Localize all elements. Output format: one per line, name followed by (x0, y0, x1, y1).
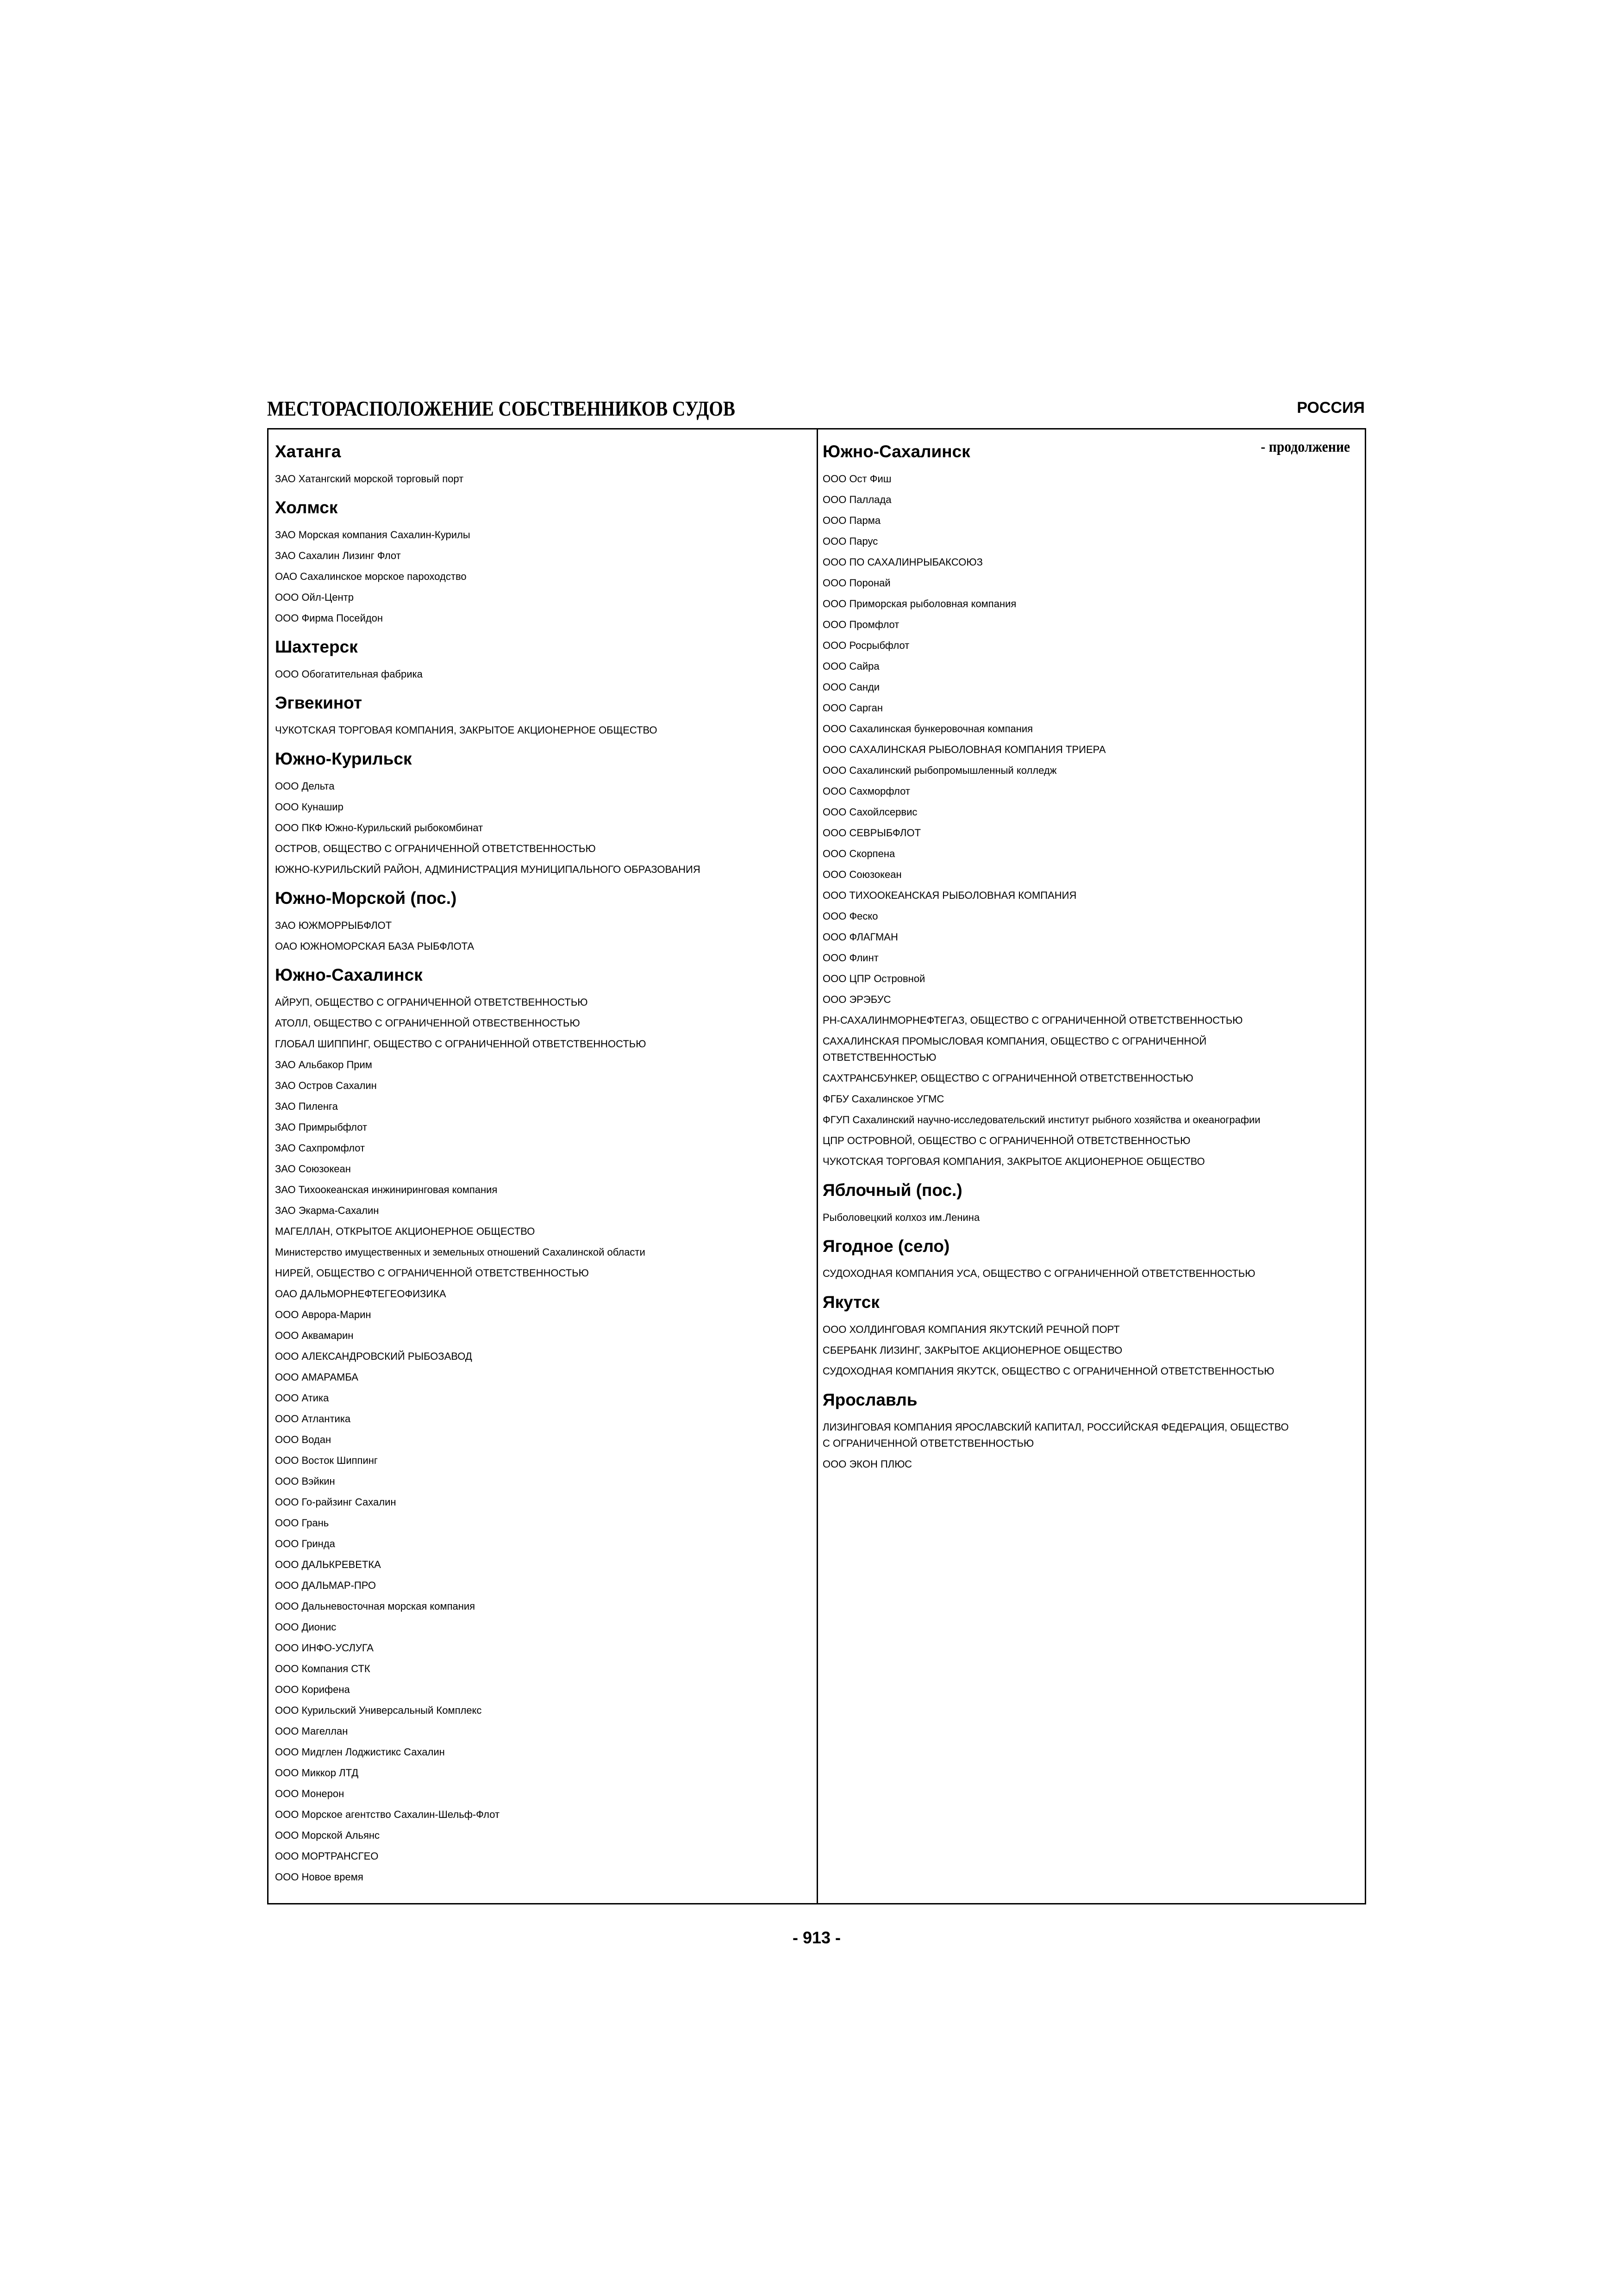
owner-entry: ЗАО Альбакор Прим (275, 1059, 372, 1070)
owner-entry: ООО Обогатительная фабрика (275, 668, 423, 680)
owner-entry: ООО Го-райзинг Сахалин (275, 1496, 396, 1508)
owner-entry: ООО Мидглен Лоджистикс Сахалин (275, 1746, 445, 1758)
city-heading: Яблочный (пос.) (823, 1181, 962, 1200)
owner-entry: ООО Союзокеан (823, 869, 902, 880)
city-heading: Южно-Сахалинск (823, 442, 970, 461)
owner-entry: ЗАО Остров Сахалин (275, 1080, 377, 1091)
owner-entry: ООО ФЛАГМАН (823, 931, 898, 943)
owner-entry: ООО Поронай (823, 577, 891, 589)
owner-entry: ФГУП Сахалинский научно-исследовательский институт рыбного хозяйства и океанографии (823, 1114, 1261, 1126)
continued-label: - продолжение (1261, 439, 1350, 455)
owner-entry: ООО Грань (275, 1517, 329, 1529)
owner-entry: ООО Монерон (275, 1788, 344, 1799)
owner-entry: ООО Атлантика (275, 1413, 351, 1425)
owner-entry: ООО ЭКОН ПЛЮС (823, 1458, 912, 1470)
city-heading: Хатанга (275, 442, 341, 461)
owner-entry: ООО Аквамарин (275, 1330, 354, 1341)
owner-entry: ООО ЭРЭБУС (823, 994, 891, 1005)
owner-entry: ООО Дельта (275, 780, 335, 792)
owner-entry: ОСТРОВ, ОБЩЕСТВО С ОГРАНИЧЕННОЙ ОТВЕТСТВЕННОСТЬЮ (275, 843, 596, 854)
owner-entry: СУДОХОДНАЯ КОМПАНИЯ УСА, ОБЩЕСТВО С ОГРАНИЧЕННОЙ ОТВЕТСТВЕННОСТЬЮ (823, 1268, 1255, 1279)
city-heading: Южно-Сахалинск (275, 965, 423, 984)
owner-entry: ООО Магеллан (275, 1725, 348, 1737)
city-heading: Ярославль (823, 1390, 918, 1409)
owner-entry: ЦПР ОСТРОВНОЙ, ОБЩЕСТВО С ОГРАНИЧЕННОЙ ОТВЕТСТВЕННОСТЬЮ (823, 1135, 1191, 1146)
owner-entry: АТОЛЛ, ОБЩЕСТВО С ОГРАНИЧЕННОЙ ОТВЕСТВЕННОСТЬЮ (275, 1017, 580, 1029)
owner-entry: ООО ПО САХАЛИНРЫБАКСОЮЗ (823, 556, 983, 568)
owner-entry: Министерство имущественных и земельных отношений Сахалинской области (275, 1246, 645, 1258)
owner-entry: ЗАО Морская компания Сахалин-Курилы (275, 529, 470, 541)
owner-entry: ООО Компания СТК (275, 1663, 370, 1674)
owner-entry: ООО ЦПР Островной (823, 973, 925, 984)
owner-entry: ЗАО Сахпромфлот (275, 1142, 365, 1154)
owner-entry: ЗАО Примрыбфлот (275, 1121, 368, 1133)
owner-entry: ООО Ост Фиш (823, 473, 892, 485)
owner-entry: ООО Скорпена (823, 848, 895, 859)
owner-entry: ООО Гринда (275, 1538, 335, 1549)
owner-entry: ООО ДАЛЬМАР-ПРО (275, 1580, 376, 1591)
owner-entry: ООО Феско (823, 910, 878, 922)
owner-entry: ОАО ЮЖНОМОРСКАЯ БАЗА РЫБФЛОТА (275, 940, 475, 952)
owner-entry: ЗАО Хатангский морской торговый порт (275, 473, 464, 485)
owner-entry: ООО Миккор ЛТД (275, 1767, 359, 1779)
owner-entry: ООО Восток Шиппинг (275, 1455, 378, 1466)
city-heading: Якутск (823, 1293, 880, 1312)
owner-entry: ООО Сарган (823, 702, 883, 714)
owner-entry: ООО Сахалинский рыбопромышленный колледж (823, 765, 1057, 776)
owner-entry: ГЛОБАЛ ШИППИНГ, ОБЩЕСТВО С ОГРАНИЧЕННОЙ ОТВЕТСТВЕННОСТЬЮ (275, 1038, 646, 1050)
owner-entry: ООО СЕВРЫБФЛОТ (823, 827, 921, 839)
owner-entry: ООО МОРТРАНСГЕО (275, 1850, 379, 1862)
owner-entry: ООО Курильский Универсальный Комплекс (275, 1705, 482, 1716)
owner-entry: ЮЖНО-КУРИЛЬСКИЙ РАЙОН, АДМИНИСТРАЦИЯ МУНИЦИПАЛЬНОГО ОБРАЗОВАНИЯ (275, 864, 700, 875)
owner-entry: МАГЕЛЛАН, ОТКРЫТОЕ АКЦИОНЕРНОЕ ОБЩЕСТВО (275, 1226, 535, 1237)
owner-entry: СУДОХОДНАЯ КОМПАНИЯ ЯКУТСК, ОБЩЕСТВО С ОГРАНИЧЕННОЙ ОТВЕТСТВЕННОСТЬЮ (823, 1365, 1274, 1377)
owner-entry: ООО ДАЛЬКРЕВЕТКА (275, 1559, 381, 1570)
owner-entry: ООО Паллада (823, 494, 892, 505)
country-label: РОССИЯ (1297, 399, 1365, 417)
owner-entry: ООО Парус (823, 535, 878, 547)
left-column (269, 429, 818, 1903)
owner-entry: ЗАО Союзокеан (275, 1163, 351, 1175)
owner-entry: СБЕРБАНК ЛИЗИНГ, ЗАКРЫТОЕ АКЦИОНЕРНОЕ ОБЩЕСТВО (823, 1344, 1123, 1356)
owner-entry: ООО Промфлот (823, 619, 899, 630)
owner-entry: ФГБУ Сахалинское УГМС (823, 1093, 944, 1105)
page-title: МЕСТОРАСПОЛОЖЕНИЕ СОБСТВЕННИКОВ СУДОВ (267, 397, 735, 420)
city-heading: Холмск (275, 498, 338, 517)
city-heading: Южно-Морской (пос.) (275, 889, 457, 908)
owner-entry: ЗАО Тихоокеанская инжиниринговая компания (275, 1184, 498, 1195)
owner-entry: САХТРАНСБУНКЕР, ОБЩЕСТВО С ОГРАНИЧЕННОЙ ОТВЕТСТВЕННОСТЬЮ (823, 1072, 1193, 1084)
owner-entry: ООО АМАРАМБА (275, 1371, 358, 1383)
owner-entry: ООО Дионис (275, 1621, 337, 1633)
owner-entry: ООО Росрыбфлот (823, 640, 910, 651)
owner-entry: ООО ХОЛДИНГОВАЯ КОМПАНИЯ ЯКУТСКИЙ РЕЧНОЙ ПОРТ (823, 1324, 1120, 1335)
owner-entry: АЙРУП, ОБЩЕСТВО С ОГРАНИЧЕННОЙ ОТВЕТСТВЕННОСТЬЮ (275, 996, 588, 1008)
owner-entry: ЛИЗИНГОВАЯ КОМПАНИЯ ЯРОСЛАВСКИЙ КАПИТАЛ, РОССИЙСКАЯ ФЕДЕРАЦИЯ, ОБЩЕСТВО С ОГРАНИЧЕННОЙ ОТВЕТСТВЕННОСТЬЮ (823, 1421, 1289, 1449)
owner-entry: Рыболовецкий колхоз им.Ленина (823, 1212, 980, 1223)
city-heading: Южно-Курильск (275, 749, 412, 768)
owner-entry: ООО Атика (275, 1392, 329, 1404)
owner-entry: ООО Морское агентство Сахалин-Шельф-Флот (275, 1809, 500, 1820)
owner-entry: ООО Приморская рыболовная компания (823, 598, 1017, 610)
owner-entry: ООО АЛЕКСАНДРОВСКИЙ РЫБОЗАВОД (275, 1350, 472, 1362)
owner-entry: ЗАО ЮЖМОРРЫБФЛОТ (275, 920, 392, 931)
owner-entry: ООО Сахалинская бункеровочная компания (823, 723, 1033, 734)
city-heading: Эгвекинот (275, 693, 362, 712)
owner-entry: ООО ИНФО-УСЛУГА (275, 1642, 374, 1654)
city-heading: Ягодное (село) (823, 1237, 950, 1256)
owner-entry: ООО Сайра (823, 660, 880, 672)
owner-entry: ООО Дальневосточная морская компания (275, 1600, 475, 1612)
owner-entry: ЗАО Экарма-Сахалин (275, 1205, 379, 1216)
owner-entry: ООО Ойл-Центр (275, 591, 354, 603)
owner-entry: ООО Сахойлсервис (823, 806, 918, 818)
owner-entry: ООО САХАЛИНСКАЯ РЫБОЛОВНАЯ КОМПАНИЯ ТРИЕРА (823, 744, 1106, 755)
owner-entry: ООО Новое время (275, 1871, 363, 1883)
owner-entry: ООО Сахморфлот (823, 785, 910, 797)
owner-entry: ООО Фирма Посейдон (275, 612, 383, 624)
owner-entry: ООО Аврора-Марин (275, 1309, 371, 1320)
owner-entry: ООО Водан (275, 1434, 331, 1445)
owner-entry: ООО Вэйкин (275, 1475, 335, 1487)
owner-entry: САХАЛИНСКАЯ ПРОМЫСЛОВАЯ КОМПАНИЯ, ОБЩЕСТВО С ОГРАНИЧЕННОЙ ОТВЕТСТВЕННОСТЬЮ (823, 1035, 1207, 1063)
listing-frame (267, 428, 1366, 1904)
owner-entry: ЧУКОТСКАЯ ТОРГОВАЯ КОМПАНИЯ, ЗАКРЫТОЕ АКЦИОНЕРНОЕ ОБЩЕСТВО (823, 1156, 1205, 1167)
owner-entry: ЧУКОТСКАЯ ТОРГОВАЯ КОМПАНИЯ, ЗАКРЫТОЕ АКЦИОНЕРНОЕ ОБЩЕСТВО (275, 724, 657, 736)
owner-entry: РН-САХАЛИНМОРНЕФТЕГАЗ, ОБЩЕСТВО С ОГРАНИЧЕННОЙ ОТВЕТСТВЕННОСТЬЮ (823, 1014, 1243, 1026)
city-heading: Шахтерск (275, 637, 358, 656)
owner-entry: ЗАО Пиленга (275, 1101, 338, 1112)
owner-entry: ООО Морской Альянс (275, 1829, 380, 1841)
owner-entry: ООО ПКФ Южно-Курильский рыбокомбинат (275, 822, 483, 834)
owner-entry: ОАО ДАЛЬМОРНЕФТЕГЕОФИЗИКА (275, 1288, 446, 1300)
owner-entry: ООО ТИХООКЕАНСКАЯ РЫБОЛОВНАЯ КОМПАНИЯ (823, 890, 1077, 901)
right-column (818, 429, 1365, 1903)
owner-entry: ЗАО Сахалин Лизинг Флот (275, 550, 401, 561)
owner-entry: ООО Санди (823, 681, 880, 693)
owner-entry: ООО Кунашир (275, 801, 344, 813)
owner-entry: ООО Флинт (823, 952, 879, 964)
owner-entry: НИРЕЙ, ОБЩЕСТВО С ОГРАНИЧЕННОЙ ОТВЕТСТВЕННОСТЬЮ (275, 1267, 589, 1279)
owner-entry: ООО Корифена (275, 1684, 350, 1695)
page-number: - 913 - (792, 1928, 841, 1947)
owner-entry: ООО Парма (823, 515, 881, 526)
owner-entry: ОАО Сахалинское морское пароходство (275, 571, 467, 582)
